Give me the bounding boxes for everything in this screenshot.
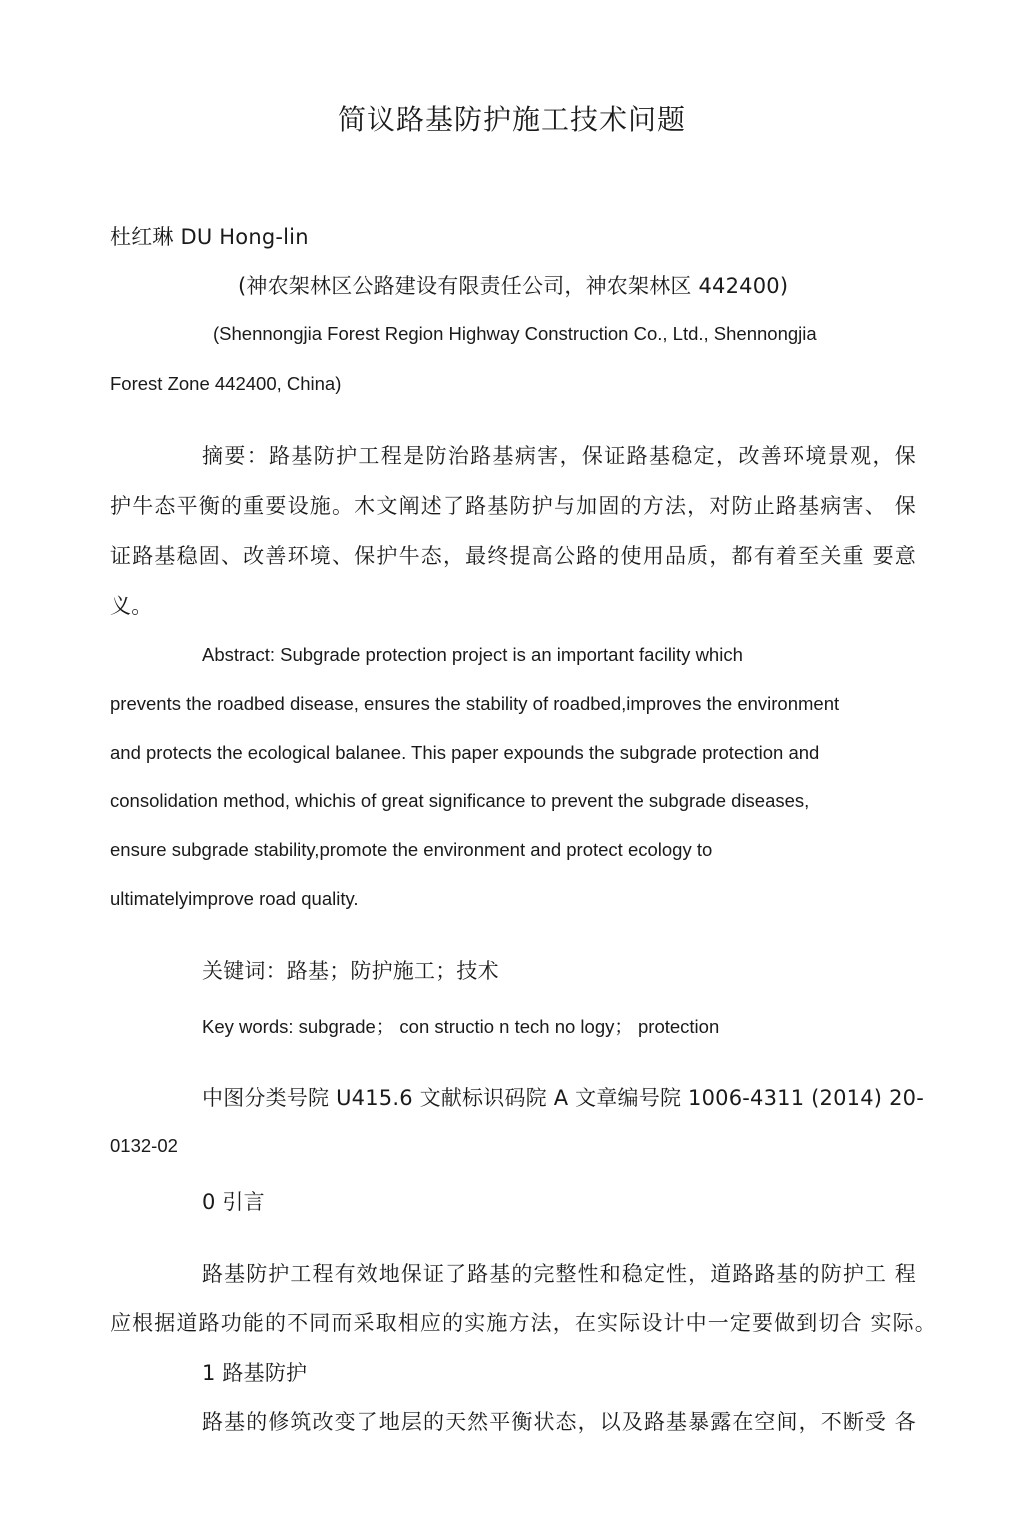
section-0-heading: 0 引言 (202, 1190, 265, 1214)
classification-line-2: 0132-02 (110, 1135, 178, 1156)
affiliation-en-line-1: (Shennongjia Forest Region Highway Construction Co., Ltd., Shennongjia (213, 323, 817, 344)
section-1-body-line-1: 路基的修筑改变了地层的天然平衡状态，以及路基暴露在空间，不断受 各 (202, 1410, 916, 1434)
author-line: 杜红琳 DU Hong-lin (110, 225, 309, 249)
abstract-en-line-4: consolidation method, whichis of great significance to prevent the subgrade diseases, (110, 790, 810, 811)
abstract-cn-line-3: 证路基稳固、改善环境、保护牛态，最终提高公路的使用品质，都有着至关重 要意 (110, 544, 916, 568)
abstract-en-line-1: Abstract: Subgrade protection project is an important facility which (202, 644, 743, 665)
abstract-en-line-6: ultimatelyimprove road quality. (110, 888, 359, 909)
abstract-cn-line-4: 义。 (110, 594, 153, 618)
abstract-en-line-2: prevents the roadbed disease, ensures the stability of roadbed,improves the environment (110, 693, 840, 714)
abstract-en-line-5: ensure subgrade stability,promote the environment and protect ecology to (110, 839, 713, 860)
abstract-cn-line-2: 护牛态平衡的重要设施。木文阐述了路基防护与加固的方法，对防止路基病害、 保 (110, 494, 916, 518)
abstract-cn-line-1: 摘要：路基防护工程是防治路基病害，保证路基稳定，改善环境景观，保 (202, 444, 916, 468)
section-0-body-line-1: 路基防护工程有效地保证了路基的完整性和稳定性，道路路基的防护工 程 (202, 1262, 916, 1286)
keywords-cn: 关键词：路基；防护施工；技术 (202, 959, 499, 983)
affiliation-en-line-2: Forest Zone 442400, China) (110, 373, 342, 394)
section-0-body-line-2: 应根据道路功能的不同而采取相应的实施方法，在实际设计中一定要做到切合 实际。 (110, 1311, 936, 1335)
affiliation-cn: (神农架林区公路建设有限责任公司，神农架林区 442400) (238, 274, 789, 298)
keywords-en: Key words: subgrade； con structio n tech no logy； protection (202, 1016, 720, 1037)
abstract-en-line-3: and protects the ecological balanee. This paper expounds the subgrade protection and (110, 742, 820, 763)
classification-line-1: 中图分类号院 U415.6 文献标识码院 A 文章编号院 1006-4311 (2014) 20- (202, 1086, 924, 1110)
section-1-heading: 1 路基防护 (202, 1361, 308, 1385)
article-title: 简议路基防护施工技术问题 (337, 103, 686, 136)
